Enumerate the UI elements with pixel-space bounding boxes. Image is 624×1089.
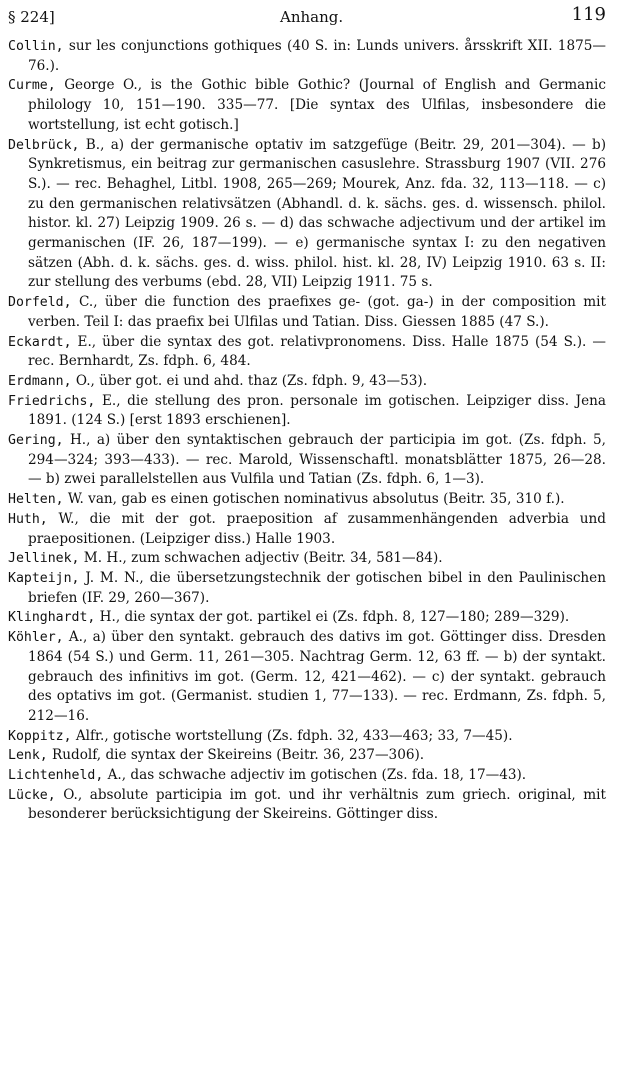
bibliography-entry xyxy=(8,727,606,747)
entry-author: Huth, xyxy=(8,511,48,527)
entry-text: J. M. N., die übersetzungstechnik der gotischen bibel in den Paulinischen briefen (IF. 29, 260—367). xyxy=(28,569,606,606)
entry-author: Erdmann, xyxy=(8,373,72,389)
entry-text: George O., is the Gothic bible Gothic? (Journal of English and Germanic philology 10, 151—190. 335—77. [Die syntax des Ulfilas, insbesondere die wortstellung, ist echt gotisch.] xyxy=(28,77,606,133)
entry-author: Kapteijn, xyxy=(8,570,80,586)
entry-text: H., die syntax der got. partikel ei (Zs. fdph. 8, 127—180; 289—329). xyxy=(99,609,570,626)
bibliography-entry xyxy=(8,372,606,392)
entry-text: O., absolute participia im got. und ihr verhältnis zum griech. original, mit besonderer berücksichtigung der Skeireins. Göttinger diss. xyxy=(28,786,606,823)
bibliography-list xyxy=(8,37,606,825)
bibliography-entry xyxy=(8,37,606,76)
bibliography-entry xyxy=(8,510,606,549)
entry-author: Helten, xyxy=(8,492,64,508)
entry-text: Rudolf, die syntax der Skeireins (Beitr. 36, 237—306). xyxy=(52,747,425,764)
entry-author: Delbrück, xyxy=(8,137,80,153)
entry-author: Lichtenheld, xyxy=(8,768,104,784)
page-header xyxy=(8,4,606,28)
entry-author: Lenk, xyxy=(8,748,48,764)
entry-text: H., a) über den syntaktischen gebrauch der participia im got. (Zs. fdph. 5, 294—324; 393—433). — rec. Marold, Wissenschaftl. monatsblätter 1875, 26—28. — b) zwei parallelstellen aus Vulfila und Tatian (Zs. fdph. 6, 1—3). xyxy=(28,432,606,488)
entry-text: M. H., zum schwachen adjectiv (Beitr. 34, 581—84). xyxy=(83,550,443,567)
entry-author: Collin, xyxy=(8,39,64,54)
bibliography-entry xyxy=(8,392,606,431)
entry-text: W., die mit der got. praeposition af zusammenhängenden adverbia und praepositionen. (Leipziger diss.) Halle 1903. xyxy=(28,510,607,547)
bibliography-entry xyxy=(8,766,606,786)
entry-author: Eckardt, xyxy=(8,334,72,350)
entry-text: B., a) der germanische optativ im satzgefüge (Beitr. 29, 201—304). — b) Synkretismus, ein beitrag zur germanischen casuslehre. Strassburg 1907 (VII. 276 S.). — rec. Behaghel, Litbl. 1908, 265—269; Mourek, Anz. fda. 32, 113—118. — c) zu den germanischen relativsätzen (Abhandl. d. k. sächs. ges. d. wissensch. philol. histor. kl. 27) Leipzig 1909. 26 s. — d) das schwache adjectivum und der artikel im germanischen (IF. 26, 187—199). — e) germanische syntax I: zu den negativen sätzen (Abh. d. k. sächs. ges. d. wiss. philol. hist. kl. 28, IV) Leipzig 1910. 63 s. II: zur stellung des verbums (ebd. 28, VII) Leipzig 1911. 75 s. xyxy=(28,136,606,291)
entry-text: E., über die syntax des got. relativpronomens. Diss. Halle 1875 (54 S.). — rec. Bernhardt, Zs. fdph. 6, 484. xyxy=(28,333,606,370)
entry-author: Curme, xyxy=(8,78,56,94)
bibliography-entry xyxy=(8,76,606,135)
running-title: Anhang. xyxy=(280,8,344,26)
bibliography-entry xyxy=(8,333,606,372)
entry-text: Alfr., gotische wortstellung (Zs. fdph. 32, 433—463; 33, 7—45). xyxy=(75,727,513,744)
entry-text: C., über die function des praefixes ge- (got. ga-) in der composition mit verben. Teil I: das praefix bei Ulfilas und Tatian. Diss. Giessen 1885 (47 S.). xyxy=(28,294,606,330)
bibliography-entry xyxy=(8,549,606,569)
bibliography-entry xyxy=(8,431,606,490)
bibliography-entry xyxy=(8,136,606,294)
entry-text: O., über got. ei und ahd. thaz (Zs. fdph. 9, 43—53). xyxy=(75,372,428,389)
entry-author: Friedrichs, xyxy=(8,393,96,409)
page-number: 119 xyxy=(571,4,606,25)
entry-text: W. van, gab es einen gotischen nominativus absolutus (Beitr. 35, 310 f.). xyxy=(67,491,565,508)
entry-text: A., a) über den syntakt. gebrauch des dativs im got. Göttinger diss. Dresden 1864 (54 S.) und Germ. 11, 261—305. Nachtrag Germ. 12, 63 ff. — b) der syntakt. gebrauch des infinitivs im got. (Germ. 12, 421—462). — c) der syntakt. gebrauch des optativs im got. (Germanist. studien 1, 77—133). — rec. Erdmann, Zs. fdph. 5, 212—16. xyxy=(28,629,606,724)
entry-author: Köhler, xyxy=(8,630,64,646)
entry-text: sur les conjunctions gothiques (40 S. in: Lunds univers. årsskrift XII. 1875—76.). xyxy=(28,38,606,74)
entry-author: Gering, xyxy=(8,433,64,449)
entry-author: Lücke, xyxy=(8,787,56,803)
bibliography-entry xyxy=(8,746,606,766)
entry-author: Dorfeld, xyxy=(8,295,72,311)
entry-text: A., das schwache adjectiv im gotischen (Zs. fda. 18, 17—43). xyxy=(107,767,527,784)
bibliography-entry xyxy=(8,628,606,727)
bibliography-entry xyxy=(8,293,606,332)
bibliography-entry xyxy=(8,490,606,510)
entry-author: Klinghardt, xyxy=(8,610,96,626)
bibliography-entry xyxy=(8,786,606,825)
bibliography-entry xyxy=(8,608,606,628)
entry-author: Koppitz, xyxy=(8,728,72,744)
bibliography-entry xyxy=(8,569,606,608)
section-reference: § 224] xyxy=(8,8,55,26)
entry-text: E., die stellung des pron. personale im gotischen. Leipziger diss. Jena 1891. (124 S.) [erst 1893 erschienen]. xyxy=(28,392,606,429)
entry-author: Jellinek, xyxy=(8,551,80,567)
